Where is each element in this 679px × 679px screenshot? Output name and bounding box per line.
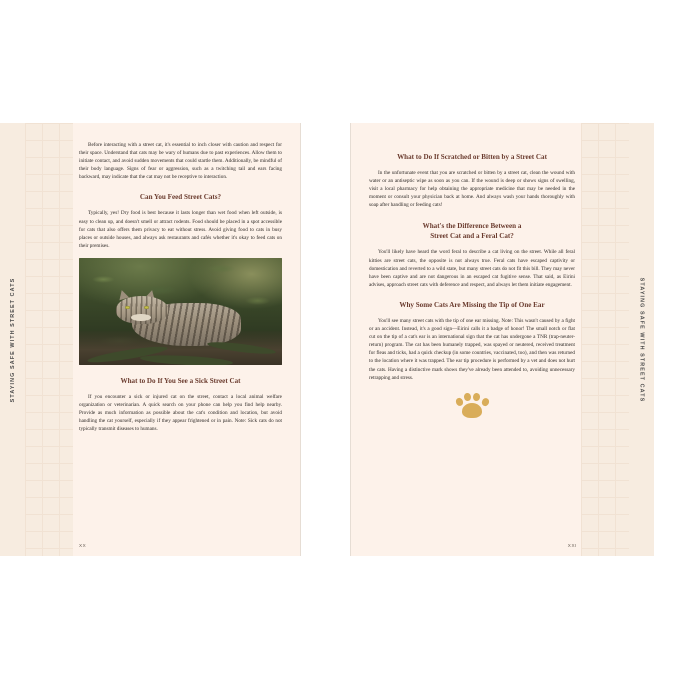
right-page-content: [369, 141, 575, 542]
section-heading-feed-street-cats: Can You Feed Street Cats?: [139, 193, 222, 202]
paragraph: If you encounter a sick or injured cat on the street, contact a local animal welfare organization or veterinarian. A quick search on your phone can help you find help nearby. Provide as much information as possible about the cat's condition and location, but avoid handling the cat yourself, especially if they appear frightened or in pain. Note: Sick cats do not typically transmit diseases to humans.: [79, 393, 282, 433]
section-heading-sick-street-cat: What to Do If You See a Sick Street Cat: [120, 376, 241, 385]
right-page: [351, 123, 629, 556]
street-cat-photo: [79, 258, 282, 365]
running-head-strip-right: [629, 123, 654, 556]
paw-toe: [455, 397, 464, 407]
running-head-right-text: STAYING SAFE WITH STREET CATS: [638, 277, 645, 402]
paragraph: You'll likely have heard the word feral to describe a cat living on the street. While all feral kitties are street cats, the opposite is not always true. Feral cats have escaped captivity or domestication and reverted to a wild state, but many street cats do not fit this bill. They may never have been captive and are not dangerous in an escaped cat fugitive sense. That said, as Eirini advises, approach street cats with deference and respect, and always let them initiate engagement.: [369, 249, 575, 288]
left-page: [25, 123, 300, 556]
section-heading-missing-ear-tip: Why Some Cats Are Missing the Tip of One Ear: [399, 300, 545, 309]
running-head-strip-left: [0, 123, 25, 556]
left-page-content: [79, 141, 282, 542]
paragraph: Typically, yes! Dry food is best because it lasts longer than wet food when left outside, is easy to clean up, and doesn't smell or attract rodents. Food should be placed in a spot accessible for cats that also offers them privacy to eat without stress. Avoid giving food to cats in busy places or outside houses, and always ask restaurants and cafés whether it's okay to feed cats on their premises.: [79, 210, 282, 249]
paw-pad: [462, 403, 482, 418]
section-heading-line-2: Street Cat and a Feral Cat?: [430, 232, 514, 241]
paw-toe: [464, 392, 471, 401]
section-heading-scratched-or-bitten: What to Do If Scratched or Bitten by a Street Cat: [397, 153, 547, 161]
paw-toe: [473, 392, 480, 401]
running-head-left-text: STAYING SAFE WITH STREET CATS: [9, 277, 16, 402]
book-gutter: [300, 123, 351, 556]
decorative-tile-pattern-left: [25, 123, 73, 556]
book-spread: [0, 123, 679, 556]
paragraph: Before interacting with a street cat, it's essential to inch closer with caution and respect for their space. Understand that cats may be wary of humans due to past experiences. Allow them to initiate contact, and avoid sudden movements that could startle them. Additionally, be mindful of their body language. Signs of fear or aggression, such as a twitching tail and ears facing backward, may indicate that the cat may not be receptive to interaction.: [79, 142, 282, 181]
paragraph: In the unfortunate event that you are scratched or bitten by a street cat, clean the wound with water or an antiseptic wipe as soon as you can. If the wound is deep or shows signs of swelling, visit a local pharmacy for help obtaining the appropriate medicine that may be needed in the moment or consult your physician back at home. And always wash your hands thoroughly with soap after handling or feeding cats!: [369, 170, 575, 209]
decorative-tile-pattern-right: [581, 123, 629, 556]
paragraph: You'll see many street cats with the tip of one ear missing. Note: This wasn't caused by a fight or an accident. Instead, it's a good sign—Eirini calls it a badge of honor! The small notch or flat cut on the tip of a cat's ear is an international sign that the cat has undergone a TNR (trap-neuter-return) program. The cat has been humanely trapped, was spayed or neutered, received treatment for fleas and ticks, had a quick checkup (in some countries, vaccinated, too), and then was returned to the location where it was trapped. The ear tip procedure is performed by a vet and does not hurt the cats. Having a distinctive mark shows they've already been attended to, avoiding unnecessary retrapping and stress.: [369, 317, 575, 381]
section-heading-line-1: What's the Difference Between a: [422, 222, 522, 231]
paw-toe: [480, 397, 489, 407]
cat-muzzle: [131, 314, 151, 321]
page-number-left: XX: [79, 543, 87, 548]
section-heading-street-vs-feral: [369, 221, 575, 241]
paw-print-ornament-icon: [455, 392, 489, 420]
page-number-right: XXI: [567, 543, 577, 548]
